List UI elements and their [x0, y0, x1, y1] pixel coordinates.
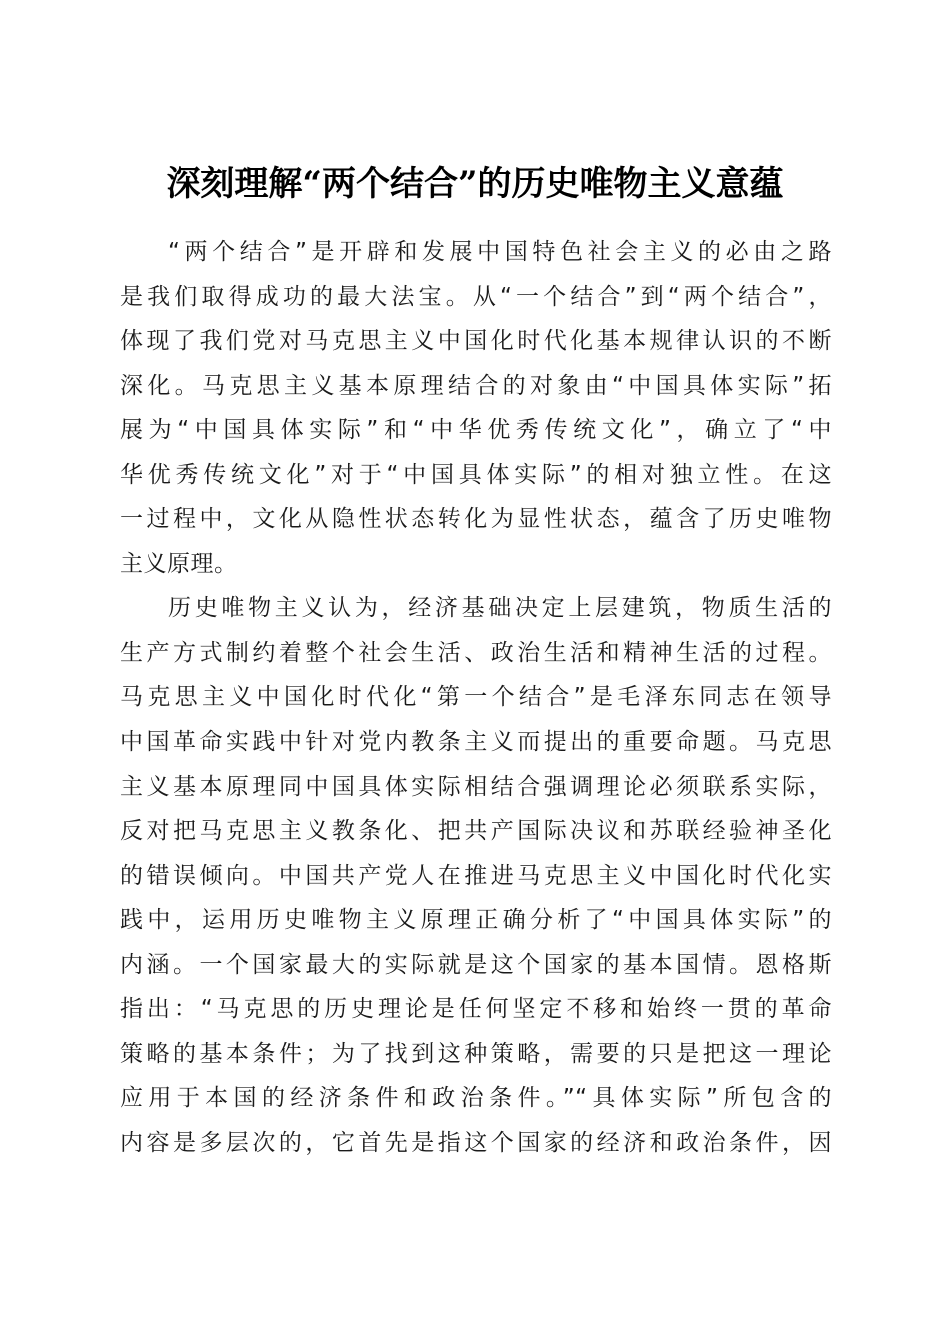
text-line: 展为“中国具体实际”和“中华优秀传统文化”，确立了“中	[120, 417, 832, 444]
text-line: 华优秀传统文化”对于“中国具体实际”的相对独立性。在这	[120, 461, 832, 488]
text-line: 深化。马克思主义基本原理结合的对象由“中国具体实际”拓	[120, 372, 832, 399]
text-line: 践中，运用历史唯物主义原理正确分析了“中国具体实际”的	[120, 907, 832, 934]
text-line: 内涵。一个国家最大的实际就是这个国家的基本国情。恩格斯	[120, 951, 832, 978]
paragraph-1	[120, 230, 832, 586]
text-line: 历史唯物主义认为，经济基础决定上层建筑，物质生活的	[168, 595, 832, 622]
text-line: 主义原理。	[120, 550, 238, 577]
document-title: 深刻理解“两个结合”的历史唯物主义意蕴	[166, 163, 784, 204]
paragraph-2	[120, 586, 832, 1165]
text-line: 指出：“马克思的历史理论是任何坚定不移和始终一贯的革命	[120, 996, 832, 1023]
text-line: “两个结合”是开辟和发展中国特色社会主义的必由之路	[168, 239, 832, 265]
document-body	[120, 230, 832, 1165]
text-line: 主义基本原理同中国具体实际相结合强调理论必须联系实际，	[120, 773, 832, 800]
text-line: 生产方式制约着整个社会生活、政治生活和精神生活的过程。	[120, 639, 832, 666]
text-line: 的错误倾向。中国共产党人在推进马克思主义中国化时代化实	[120, 862, 832, 889]
text-line: 中国革命实践中针对党内教条主义而提出的重要命题。马克思	[120, 729, 832, 756]
text-line: 马克思主义中国化时代化“第一个结合”是毛泽东同志在领导	[120, 684, 832, 711]
text-line: 是我们取得成功的最大法宝。从“一个结合”到“两个结合”，	[120, 283, 832, 310]
text-line: 策略的基本条件；为了找到这种策略，需要的只是把这一理论	[120, 1040, 832, 1067]
text-line: 反对把马克思主义教条化、把共产国际决议和苏联经验神圣化	[120, 818, 832, 845]
text-line: 一过程中，文化从隐性状态转化为显性状态，蕴含了历史唯物	[120, 506, 832, 533]
text-line: 应用于本国的经济条件和政治条件。”“具体实际”所包含的	[120, 1085, 832, 1112]
text-line: 体现了我们党对马克思主义中国化时代化基本规律认识的不断	[120, 328, 832, 355]
text-line: 内容是多层次的，它首先是指这个国家的经济和政治条件，因	[120, 1129, 832, 1156]
